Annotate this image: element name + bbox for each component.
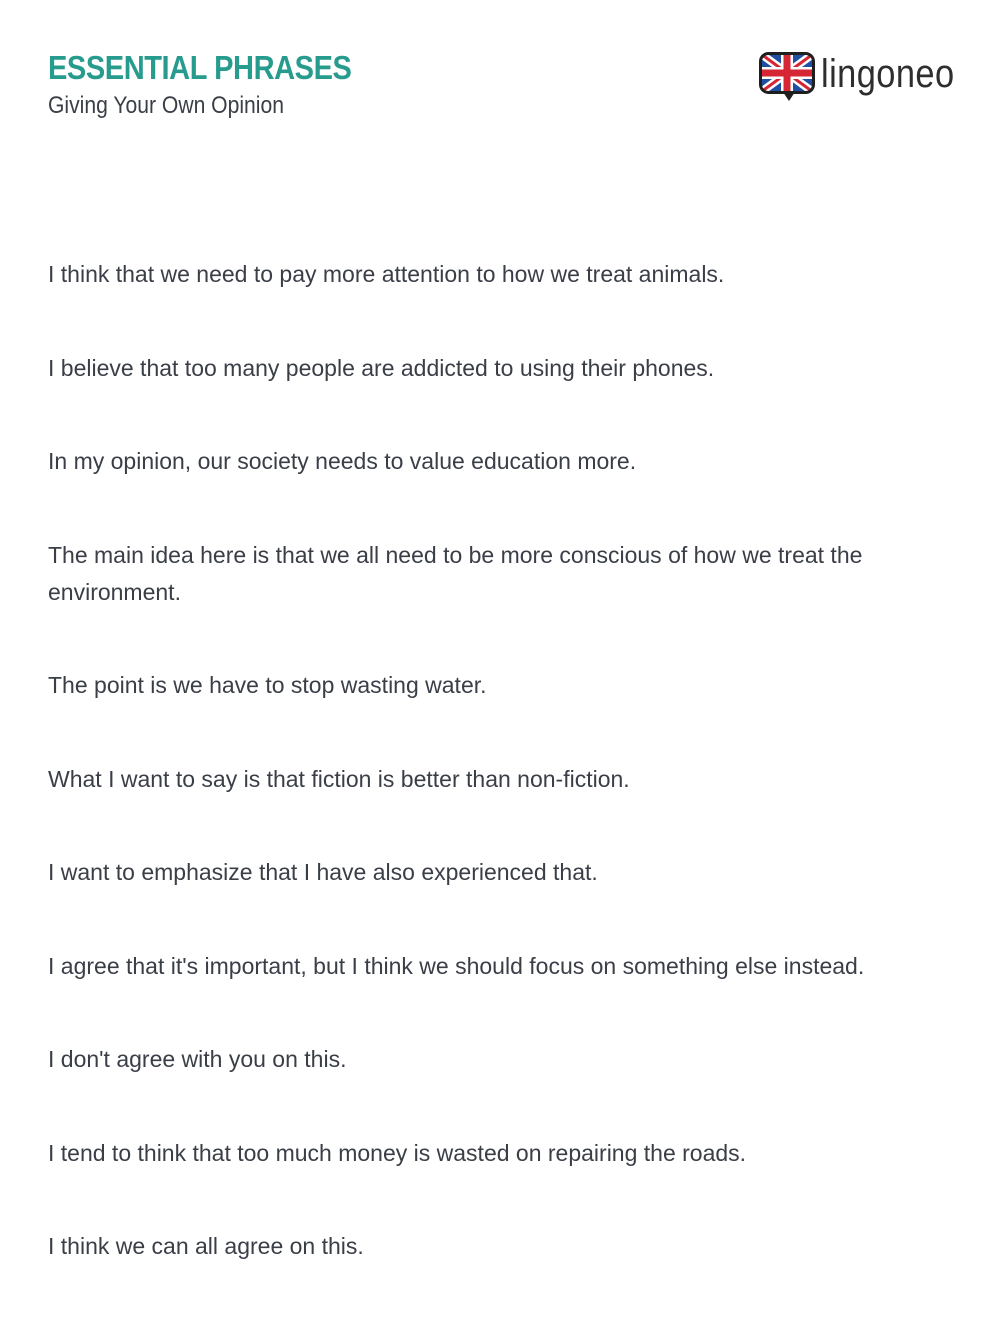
page-title: ESSENTIAL PHRASES	[48, 49, 352, 86]
uk-flag-speech-bubble-icon	[759, 52, 815, 104]
phrase-item: What I want to say is that fiction is better than non-fiction.	[48, 765, 630, 792]
phrase-item: I think that we need to pay more attention to how we treat animals.	[48, 261, 725, 287]
lingoneo-logo	[759, 52, 954, 104]
phrase-item: I want to emphasize that I have also experienced that.	[48, 859, 598, 885]
phrase-item: I tend to think that too much money is wasted on repairing the roads.	[48, 1139, 747, 1166]
phrase-item: In my opinion, our society needs to value education more.	[48, 448, 637, 474]
phrase-item: The main idea here is that we all need to be more conscious of how we treat the environment.	[48, 541, 863, 605]
phrase-item: I believe that too many people are addicted to using their phones.	[48, 354, 715, 381]
phrase-item: I think we can all agree on this.	[48, 1233, 364, 1259]
logo-wordmark: lingoneo	[820, 52, 955, 96]
page-subtitle: Giving Your Own Opinion	[48, 92, 284, 119]
phrase-item: The point is we have to stop wasting water.	[48, 672, 487, 698]
phrase-list	[48, 256, 953, 1322]
page-header	[48, 48, 954, 128]
phrase-item: I agree that it's important, but I think we should focus on something else instead.	[48, 952, 865, 979]
phrase-item: I don't agree with you on this.	[48, 1046, 347, 1072]
